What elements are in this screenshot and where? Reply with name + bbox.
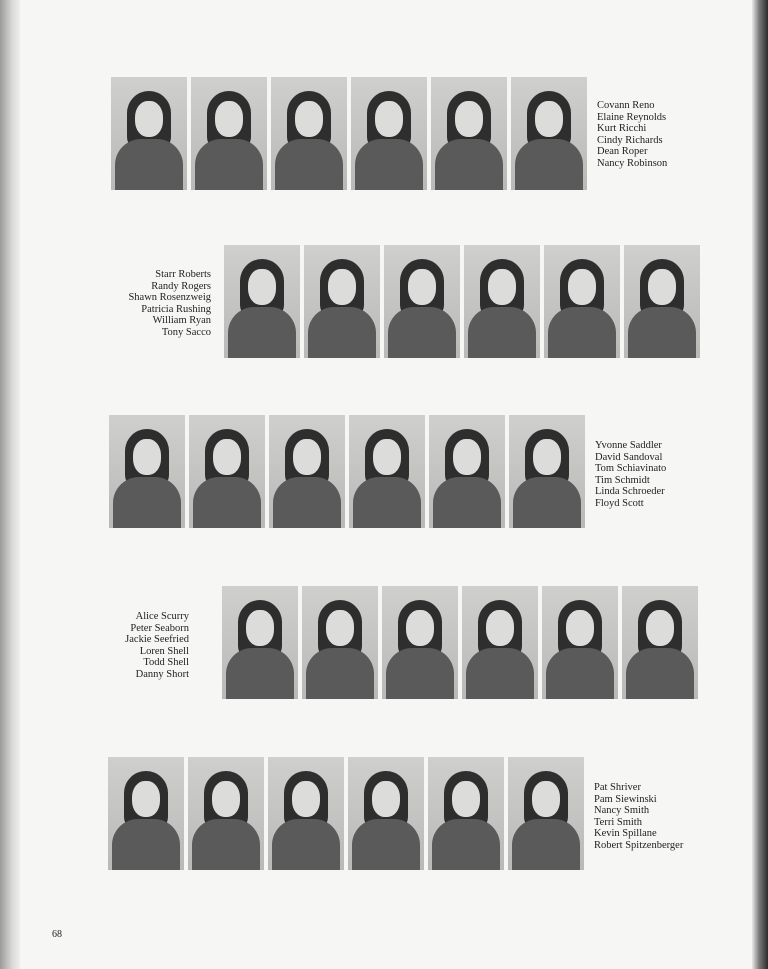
portrait-photo [509, 415, 585, 528]
student-name: Randy Rogers [151, 280, 211, 292]
portrait-photo [109, 415, 185, 528]
portrait-photo [222, 586, 298, 699]
student-name: Tim Schmidt [595, 474, 650, 486]
portrait-photo [622, 586, 698, 699]
portrait-photo [304, 245, 380, 358]
portrait-photo [511, 77, 587, 190]
student-name: Nancy Robinson [597, 157, 668, 169]
name-list [595, 440, 666, 509]
portrait-photo [348, 757, 424, 870]
portrait-photo [462, 586, 538, 699]
student-name: Terri Smith [594, 816, 642, 828]
student-name: William Ryan [152, 315, 211, 326]
student-name: Loren Shell [139, 645, 189, 657]
name-list [597, 100, 667, 169]
portrait-photo [382, 586, 458, 699]
portrait-photo [508, 757, 584, 870]
name-list [78, 611, 189, 680]
portrait-photo [431, 77, 507, 190]
student-name: Patricia Rushing [141, 303, 211, 315]
portrait-photo [191, 77, 267, 190]
student-name: Covann Reno [597, 100, 655, 111]
student-name: Jackie Seefried [125, 634, 189, 645]
student-name: Starr Roberts [155, 269, 211, 280]
portrait-photo [268, 757, 344, 870]
student-name: Kurt Ricchi [597, 123, 647, 134]
portrait-photo [188, 757, 264, 870]
student-name: Yvonne Saddler [595, 440, 662, 451]
student-name: Nancy Smith [594, 805, 650, 816]
page-number: 68 [52, 929, 62, 940]
portrait-photo [108, 757, 184, 870]
student-name: Todd Shell [143, 657, 189, 668]
portrait-photo [624, 245, 700, 358]
student-name: Alice Scurry [135, 611, 189, 622]
portrait-photo [111, 77, 187, 190]
binding-shadow-right [752, 0, 768, 969]
portrait-photo [351, 77, 427, 190]
portrait-photo [269, 415, 345, 528]
student-name: Shawn Rosenzweig [128, 292, 211, 303]
student-name: Kevin Spillane [594, 828, 657, 839]
student-name: Pat Shriver [594, 782, 641, 793]
portrait-photo [384, 245, 460, 358]
student-name: David Sandoval [595, 451, 663, 463]
student-name: Linda Schroeder [595, 486, 665, 497]
student-name: Elaine Reynolds [597, 111, 667, 123]
portrait-photo [302, 586, 378, 699]
portrait-photo [429, 415, 505, 528]
portrait-photo [189, 415, 265, 528]
student-name: Tony Sacco [161, 326, 211, 338]
student-name: Danny Short [135, 668, 189, 680]
student-name: Cindy Richards [597, 134, 663, 146]
student-name: Pam Siewinski [594, 793, 657, 805]
name-list [100, 269, 211, 338]
student-name: Dean Roper [597, 146, 648, 157]
student-name: Tom Schiavinato [595, 463, 667, 474]
portrait-photo [464, 245, 540, 358]
portrait-photo [349, 415, 425, 528]
portrait-photo [428, 757, 504, 870]
student-name: Peter Seaborn [130, 622, 189, 634]
portrait-photo [224, 245, 300, 358]
binding-shadow-left [0, 0, 20, 969]
portrait-photo [542, 586, 618, 699]
name-list [594, 782, 683, 851]
portrait-photo [544, 245, 620, 358]
student-name: Robert Spitzenberger [594, 839, 684, 851]
portrait-photo [271, 77, 347, 190]
student-name: Floyd Scott [595, 497, 644, 509]
